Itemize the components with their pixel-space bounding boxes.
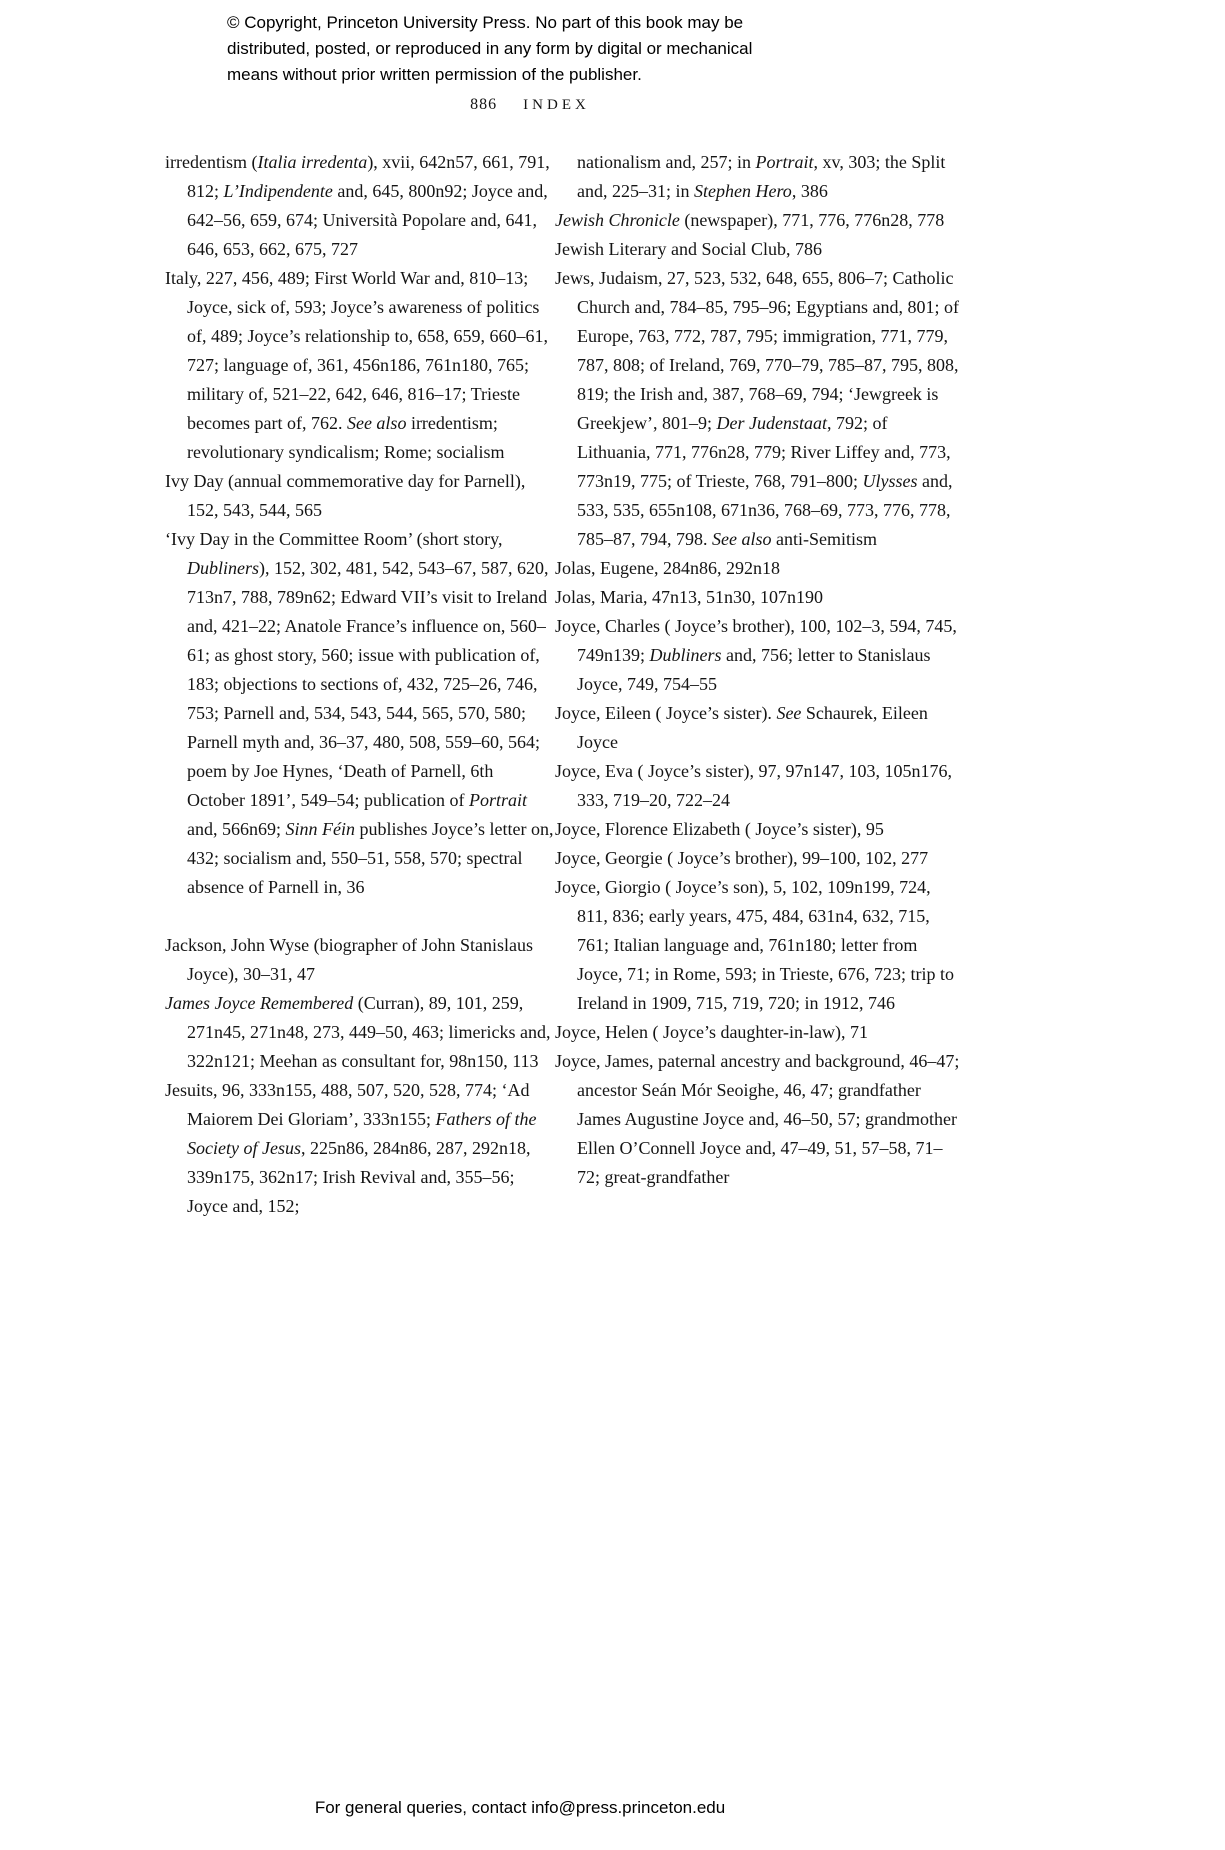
index-entry [555,815,965,844]
index-entry-text: Jolas, Eugene, 284n86, 292n18 [555,558,780,578]
copyright-line: distributed, posted, or reproduced in any form by digital or mechanical [227,39,753,58]
index-entry-text: , 792; of Lithuania, 771, 776n28, 779; River Liffey and, 773, 773n19, 775; of Trieste, 768, 791–800; [577,413,951,491]
index-column-right [555,148,965,1192]
index-entry-italic-text: Dubliners [649,645,722,665]
index-entry-italic-text: See [776,703,802,723]
index-column-left [165,148,555,1221]
index-entry-italic-text: See also [712,529,772,549]
index-entry-text: Jesuits, 96, 333n155, 488, 507, 520, 528, 774; ‘Ad Maiorem Dei Gloriam’, 333n155; [165,1080,530,1129]
index-entry-italic-text: Portrait [755,152,814,172]
index-entry [165,989,555,1076]
index-entry [165,525,555,902]
index-entry-text: Joyce, Giorgio ( Joyce’s son), 5, 102, 109n199, 724, 811, 836; early years, 475, 484, 631n4, 632, 715, 761; Italian language and, 761n180; letter from Joyce, 71; in Rome, 593; in Trieste, 676, 723; trip to Ireland in 1909, 715, 719, 720; in 1912, 746 [555,877,954,1013]
copyright-line: means without prior written permission of the publisher. [227,65,642,84]
index-entry-text: (Curran), 89, 101, 259, 271n45, 271n48, 273, 449–50, 463; limericks and, 322n121; Meehan as consultant for, 98n150, 113 [187,993,551,1071]
index-entry [555,757,965,815]
index-entry [165,264,555,467]
index-entry [555,583,965,612]
index-entry [165,1076,555,1221]
index-entry-italic-text: Dubliners [187,558,259,578]
index-entry [165,467,555,525]
index-entry-text: Joyce, Helen ( Joyce’s daughter-in-law), 71 [555,1022,869,1042]
index-entry-italic-text: Jewish Chronicle [555,210,680,230]
index-entry [555,554,965,583]
index-entry-text: Joyce, Eva ( Joyce’s sister), 97, 97n147, 103, 105n176, 333, 719–20, 722–24 [555,761,952,810]
index-entry-text: (newspaper), 771, 776, 776n28, 778 [679,210,945,230]
index-entry-italic-text: James Joyce Remembered [165,993,354,1013]
index-entry-text: ), 152, 302, 481, 542, 543–67, 587, 620, 713n7, 788, 789n62; Edward VII’s visit to Ireland and, 421–22; Anatole France’s influence on, 560–61; as ghost story, 560; issue with publication of, 183; objections to sections of, 432, 725–26, 746, 753; Parnell and, 534, 543, 544, 565, 570, 580; Parnell myth and, 36–37, 480, 508, 559–60, 564; poem by Joe Hynes, ‘Death of Parnell, 6th October 1891’, 549–54; publication of [187,558,549,810]
index-entry-text: Joyce, James, paternal ancestry and background, 46–47; ancestor Seán Mór Seoighe, 46, 47; grandfather James Augustine Joyce and, 46–50, 57; grandmother Ellen O’Connell Joyce and, 47–49, 51, 57–58, 71–72; great-grandfather [555,1051,960,1187]
index-entry [555,264,965,554]
page-number: 886 [470,96,498,113]
index-entry-text: Ivy Day (annual commemorative day for Parnell), 152, 543, 544, 565 [165,471,526,520]
index-entry [165,148,555,264]
index-entry-italic-text: Portrait [468,790,527,810]
index-entry-text: Joyce, Florence Elizabeth ( Joyce’s sister), 95 [555,819,884,839]
index-entry-text: Joyce, Georgie ( Joyce’s brother), 99–100, 102, 277 [555,848,929,868]
page-title: INDEX [523,97,590,113]
index-entry [555,699,965,757]
page-header [165,96,895,114]
index-entry [165,931,555,989]
index-entry-text: and, 645, 800n92; Joyce and, 642–56, 659, 674; Università Popolare and, 641, 646, 653, 662, 675, 727 [187,181,548,259]
index-entry [555,873,965,1018]
index-entry-text: , 225n86, 284n86, 287, 292n18, 339n175, 362n17; Irish Revival and, 355–56; Joyce and, 152; [187,1138,531,1216]
index-entry-text: , xv, 303; the Split and, 225–31; in [577,152,946,201]
index-entry-text: and, 566n69; [187,819,286,839]
index-entry-text: Joyce, Eileen ( Joyce’s sister). [555,703,777,723]
index-entry-italic-text: Der Judenstaat [716,413,827,433]
index-entry-text: and, 533, 535, 655n108, 671n36, 768–69, 773, 776, 778, 785–87, 794, 798. [577,471,953,549]
index-entry-text: ‘Ivy Day in the Committee Room’ (short story, [165,529,503,549]
copyright-line: © Copyright, Princeton University Press. No part of this book may be [227,13,744,32]
index-entry-text: irredentism ( [165,152,258,172]
index-entry-italic-text: Stephen Hero [694,181,792,201]
index-entry-text: anti-Semitism [771,529,877,549]
index-entry-text: irredentism; revolutionary syndicalism; Rome; socialism [187,413,505,462]
index-entry-text: ), xvii, 642n57, 661, 791, 812; [187,152,550,201]
index-entry-text: publishes Joyce’s letter on, 432; socialism and, 550–51, 558, 570; spectral absence of Parnell in, 36 [187,819,554,897]
index-entry-text: Italy, 227, 456, 489; First World War and, 810–13; Joyce, sick of, 593; Joyce’s awareness of politics of, 489; Joyce’s relationship to, 658, 659, 660–61, 727; language of, 361, 456n186, 761n180, 765; military of, 521–22, 642, 646, 816–17; Trieste becomes part of, 762. [165,268,548,433]
index-entry-text: Jolas, Maria, 47n13, 51n30, 107n190 [555,587,823,607]
index-entry-text: nationalism and, 257; in [577,152,756,172]
index-entry-italic-text: Ulysses [862,471,918,491]
index-entry-italic-text: L’Indipendente [223,181,333,201]
index-entry [555,1018,965,1047]
index-entry [555,612,965,699]
index-entry-text: and, 756; letter to Stanislaus Joyce, 749, 754–55 [577,645,931,694]
index-entry-italic-text: Italia irredenta [257,152,368,172]
index-entry-text: Jews, Judaism, 27, 523, 532, 648, 655, 806–7; Catholic Church and, 784–85, 795–96; Egyptians and, 801; of Europe, 763, 772, 787, 795; immigration, 771, 779, 787, 808; of Ireland, 769, 770–79, 785–87, 795, 808, 819; the Irish and, 387, 768–69, 794; ‘Jewgreek is Greekjew’, 801–9; [555,268,959,433]
index-entry-italic-text: See also [346,413,407,433]
copyright-notice [227,10,752,88]
index-entry-text: , 386 [791,181,828,201]
index-entry-text: Jackson, John Wyse (biographer of John Stanislaus Joyce), 30–31, 47 [165,935,534,984]
index-entry-text: Joyce, Charles ( Joyce’s brother), 100, 102–3, 594, 745, 749n139; [555,616,957,665]
index-entry-text: Schaurek, Eileen Joyce [577,703,928,752]
footer-contact: For general queries, contact info@press.princeton.edu [314,1798,726,1817]
index-entry [555,844,965,873]
index-entry-text: Jewish Literary and Social Club, 786 [555,239,822,259]
index-entry-italic-text: Fathers of the Society of Jesus [187,1109,537,1158]
index-entry [555,206,965,235]
index-entry [555,1047,965,1192]
index-entry-italic-text: Sinn Féin [285,819,355,839]
index-entry [555,148,965,206]
index-columns [165,148,965,1221]
index-entry [555,235,965,264]
